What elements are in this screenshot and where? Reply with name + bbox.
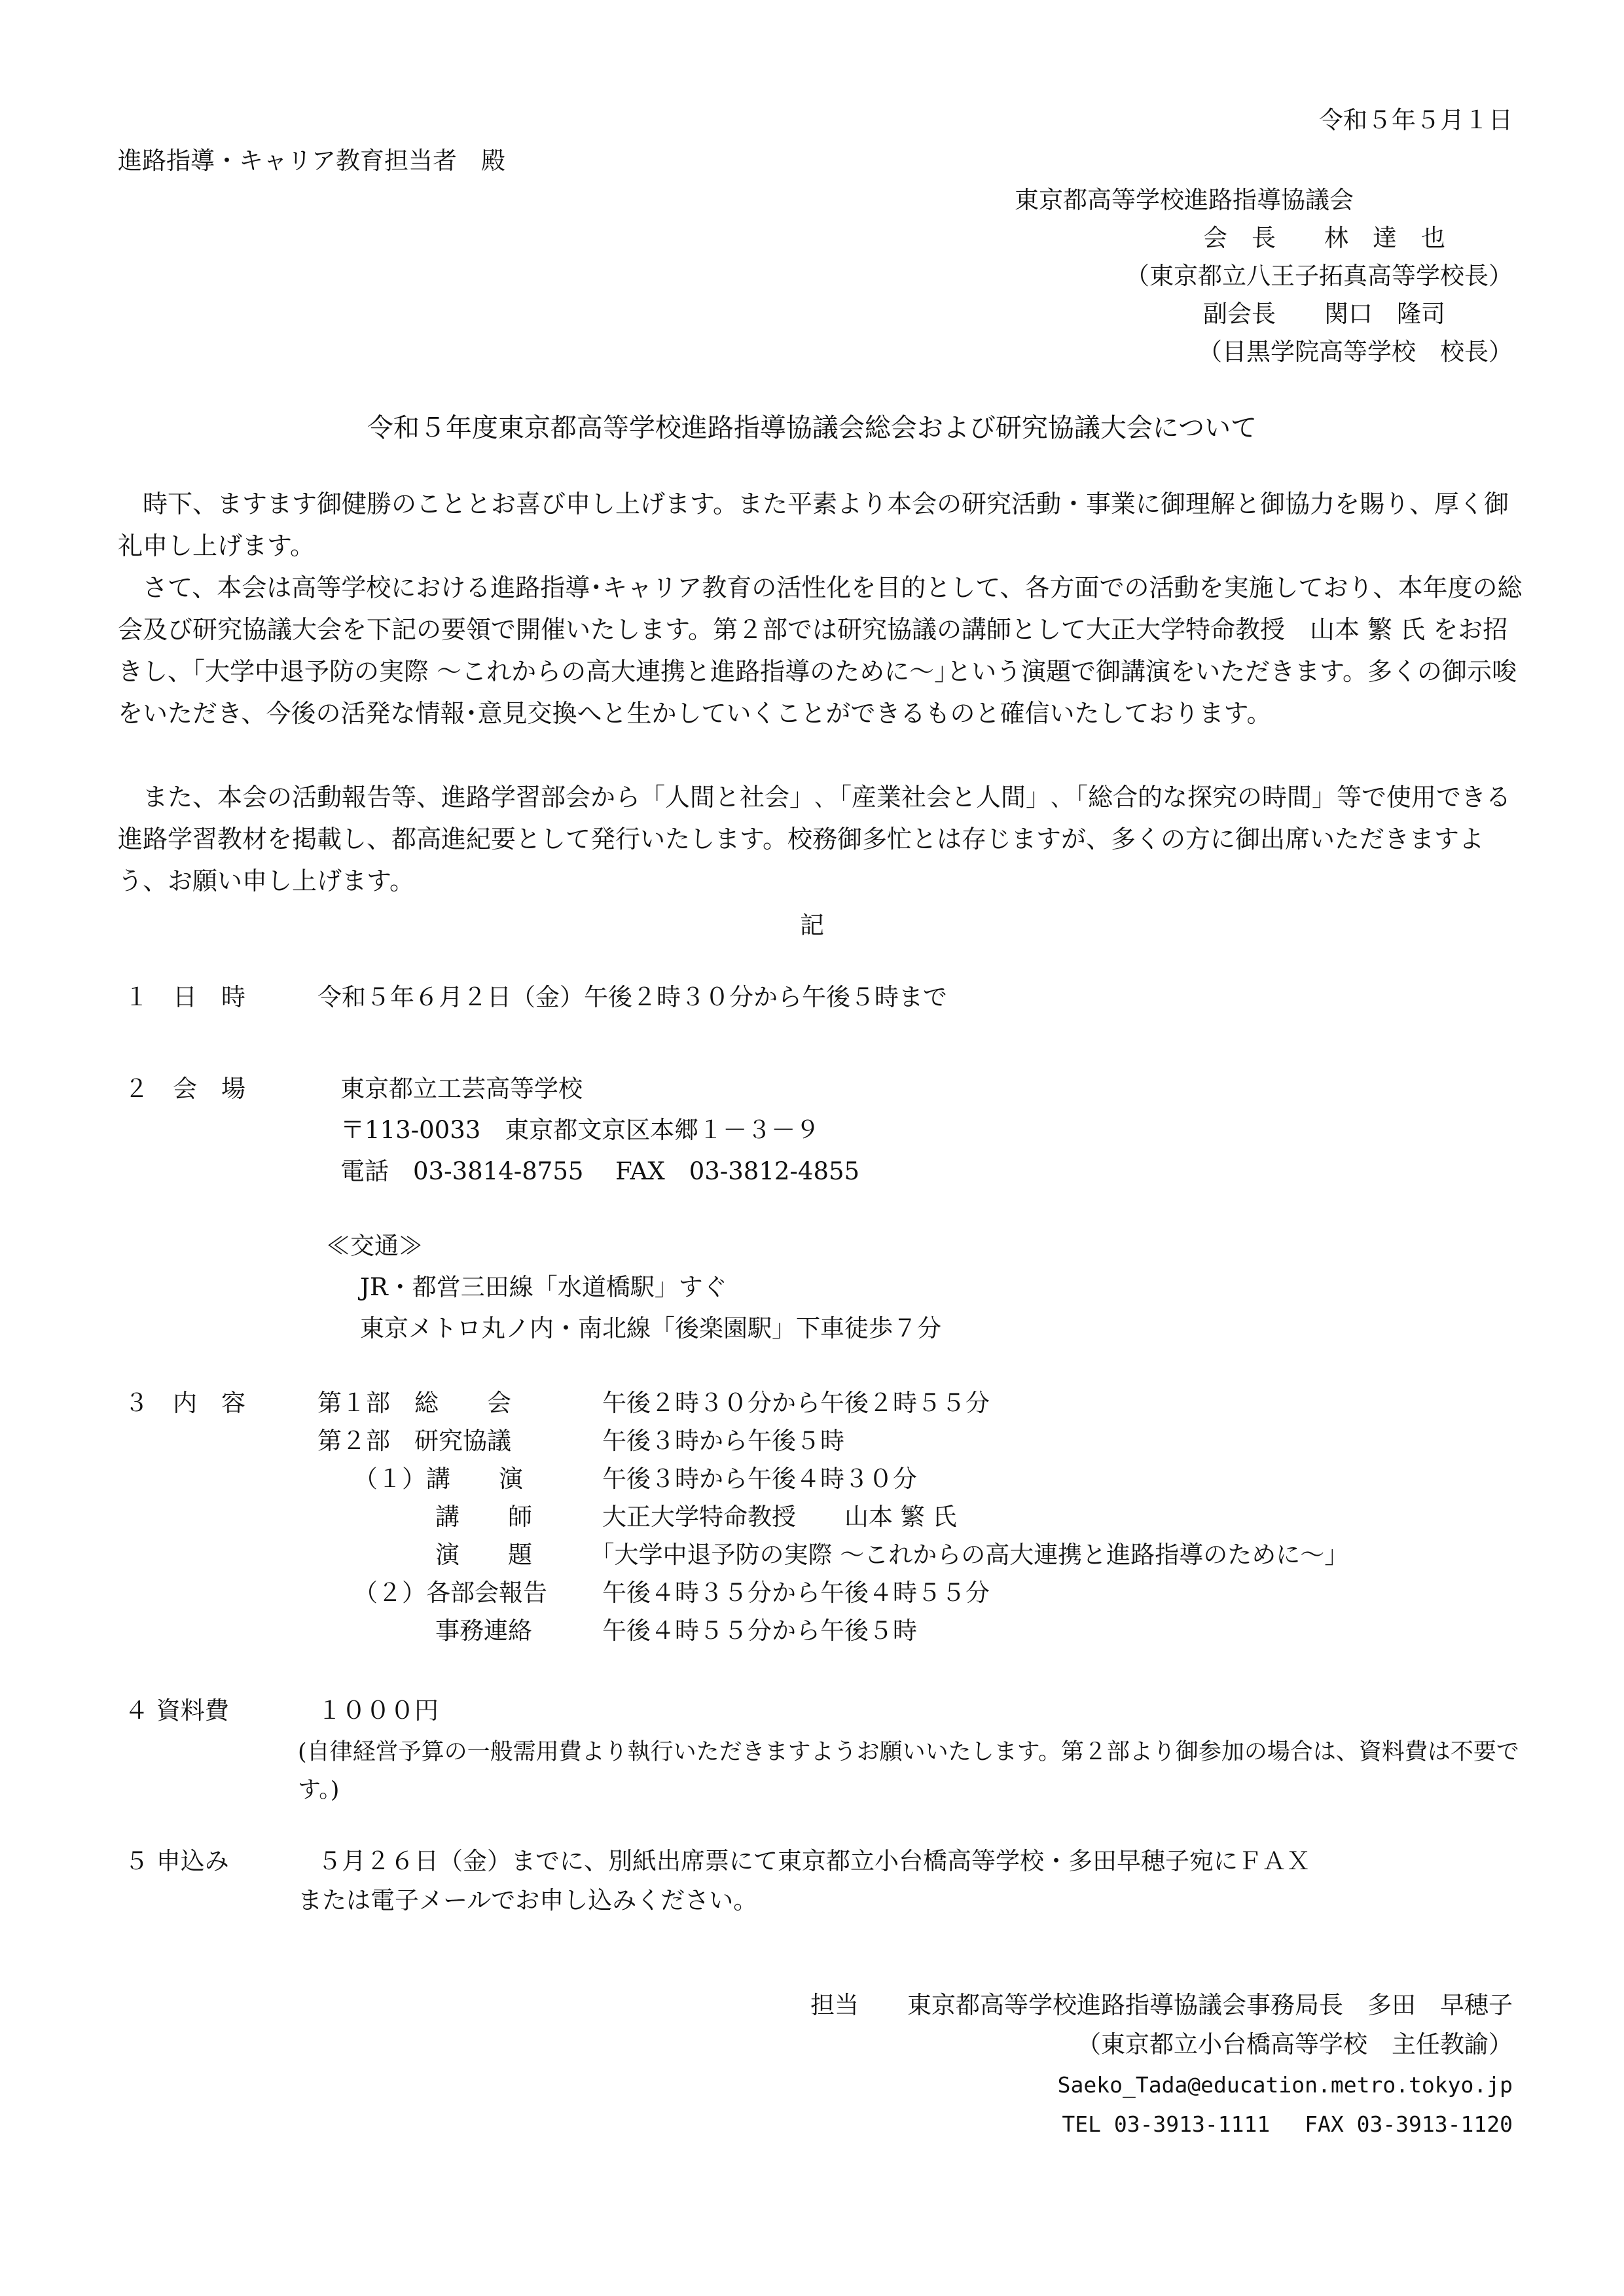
- reports-time: 午後４時３５分から午後４時５５分: [602, 1579, 990, 1607]
- contact-tel-fax: TEL 03-3913-1111 FAX 03-3913-1120: [1062, 2111, 1513, 2137]
- apply-line-2: または電子メールでお申し込みください。: [298, 1886, 758, 1914]
- datetime-value: 令和５年６月２日（金）午後２時３０分から午後５時まで: [317, 983, 947, 1011]
- body-paragraph-3: また、本会の活動報告等、進路学習部会から「人間と社会」､「産業社会と人間」､「総合的な探究の時間」等で使用できる進路学習教材を掲載し、都高進紀要として発行いたします。校務御多忙とは存じますが、多くの方に御出席いただきますよう、お願い申し上げます。: [118, 783, 1511, 895]
- apply-label: ５ 申込み: [124, 1847, 229, 1875]
- datetime-label: １ 日 時: [124, 983, 245, 1011]
- sender-president-affiliation: （東京都立八王子拓真高等学校長）: [1125, 262, 1513, 290]
- theme-label: 演 題: [435, 1541, 532, 1569]
- fee-label: ４ 資料費: [124, 1696, 229, 1725]
- ki-heading: 記: [800, 911, 824, 939]
- admin-label: 事務連絡: [435, 1617, 532, 1645]
- access-heading: ≪交通≫: [326, 1232, 423, 1260]
- document-date: 令和５年５月１日: [1319, 106, 1513, 134]
- content-label: ３ 内 容: [124, 1389, 245, 1417]
- part2-label: 第２部 研究協議: [317, 1427, 511, 1455]
- sender-vice-affiliation: （目黒学院高等学校 校長）: [1198, 338, 1513, 366]
- sender-president: 会 長 林 達 也: [1203, 224, 1445, 252]
- admin-time: 午後４時５５分から午後５時: [602, 1617, 917, 1645]
- fee-value: １０００円: [317, 1696, 439, 1725]
- part1-label: 第１部 総 会: [317, 1389, 511, 1417]
- part2-time: 午後３時から午後５時: [602, 1427, 844, 1455]
- venue-address: 〒113-0033 東京都文京区本郷１－３－９: [340, 1116, 820, 1144]
- contact-person: 担当 東京都高等学校進路指導協議会事務局長 多田 早穂子: [810, 1991, 1513, 2019]
- addressee: 進路指導・キャリア教育担当者 殿: [118, 147, 505, 175]
- lecture-time: 午後３時から午後４時３０分: [602, 1465, 917, 1493]
- access-line-1: JR・都営三田線「水道橋駅」すぐ: [360, 1273, 727, 1301]
- contact-affiliation: （東京都立小台橋高等学校 主任教諭）: [1077, 2030, 1513, 2058]
- body-paragraph-1: 時下、ますます御健勝のこととお喜び申し上げます。また平素より本会の研究活動・事業に御理解と御協力を賜り、厚く御礼申し上げます。: [118, 490, 1509, 560]
- reports-label: （２）各部会報告: [353, 1579, 547, 1607]
- venue-name: 東京都立工芸高等学校: [340, 1075, 583, 1103]
- venue-label: ２ 会 場: [124, 1075, 245, 1103]
- lecture-label: （１）講 演: [353, 1465, 523, 1493]
- body-paragraph-2: さて、本会は高等学校における進路指導･キャリア教育の活性化を目的として、各方面での活動を実施しており、本年度の総会及び研究協議大会を下記の要領で開催いたします。第２部では研究協議の講師として大正大学特命教授 山本 繁 氏 をお招きし、｢大学中退予防の実際 ～これからの高大連携と進路指導のために～｣という演題で御講演をいただきます。多くの御示唆をいただき、今後の活発な情報･意見交換へと生かしていくことができるものと確信いたしております。: [118, 573, 1523, 728]
- lecturer-label: 講 師: [435, 1503, 532, 1531]
- venue-phone: 電話 03-3814-8755 FAX 03-3812-4855: [340, 1157, 860, 1185]
- document-title: 令和５年度東京都高等学校進路指導協議会総会および研究協議大会について: [367, 413, 1257, 443]
- lecturer-value: 大正大学特命教授 山本 繁 氏: [602, 1503, 957, 1531]
- sender-org: 東京都高等学校進路指導協議会: [1015, 186, 1354, 214]
- theme-value: ｢大学中退予防の実際 ～これからの高大連携と進路指導のために～｣: [602, 1541, 1337, 1569]
- access-line-2: 東京メトロ丸ノ内・南北線「後楽園駅」下車徒歩７分: [360, 1314, 941, 1342]
- sender-vice-president: 副会長 関口 隆司: [1203, 300, 1445, 328]
- part1-time: 午後２時３０分から午後２時５５分: [602, 1389, 990, 1417]
- fee-note: (自律経営予算の一般需用費より執行いただきますようお願いいたします。第２部より御参加の場合は、資料費は不要です。): [298, 1739, 1519, 1803]
- contact-email: Saeko_Tada@education.metro.tokyo.jp: [1057, 2072, 1513, 2098]
- apply-line-1: ５月２６日（金）までに、別紙出席票にて東京都立小台橋高等学校・多田早穂子宛にＦＡＸ: [317, 1847, 1310, 1875]
